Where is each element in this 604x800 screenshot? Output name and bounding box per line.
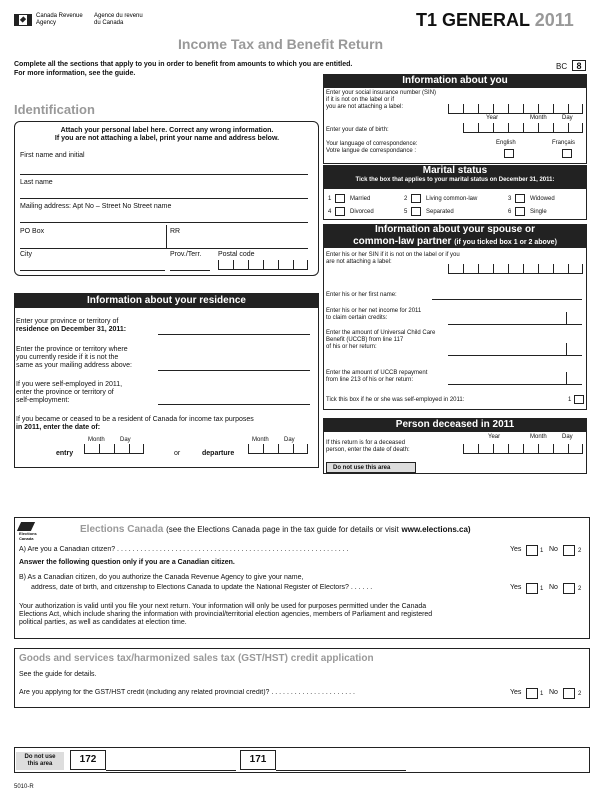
gst-no-num: 2 — [578, 691, 582, 697]
gst-no-label: No — [549, 689, 558, 696]
agency-name-en: Canada Revenue Agency — [36, 13, 83, 26]
elections-authorization-text: Your authorization is valid until you file your next return. Your information will only be used for purposes permitted under the Canada Elections Act, which include sharing the information with provincial/territorial election agencies, members of Parliament and registered political parties, as well as candidates at election time. — [19, 603, 433, 626]
qa-yes-checkbox[interactable] — [526, 545, 538, 556]
deceased-text: If this return is for a deceased person, enter the date of death: — [326, 440, 410, 453]
married-label: Married — [350, 196, 371, 202]
qa-no-num: 2 — [578, 548, 582, 554]
elections-question-b-1: B) As a Canadian citizen, do you authorize the Canada Revenue Agency to give your name, — [19, 574, 304, 581]
separated-label: Separated — [426, 209, 454, 215]
form-subtitle: Income Tax and Benefit Return — [178, 36, 384, 52]
widowed-label: Widowed — [530, 196, 555, 202]
sin-label: Enter your social insurance number (SIN) if it is not on the label or if you are not attaching a label: — [326, 90, 437, 110]
code-171: 171 — [240, 750, 276, 770]
common-law-checkbox[interactable] — [411, 194, 421, 203]
francais-label: Français — [552, 140, 576, 146]
deceased-heading: Person deceased in 2011 — [323, 418, 587, 432]
gst-yes-checkbox[interactable] — [526, 688, 538, 699]
current-province-field[interactable] — [158, 370, 310, 371]
gst-yes-label: Yes — [510, 689, 522, 696]
prov-field[interactable] — [170, 270, 210, 271]
qb-yes-checkbox[interactable] — [526, 583, 538, 594]
spouse-sin-field[interactable] — [448, 264, 583, 274]
entry-day-label: Day — [120, 437, 131, 443]
gst-yes-num: 1 — [540, 691, 544, 697]
entry-label: entry — [56, 450, 74, 457]
code-172: 172 — [70, 750, 106, 770]
widowed-checkbox[interactable] — [515, 194, 525, 203]
elections-question-b-2: address, date of birth, and citizenship to Elections Canada to update the National Register of Electors? . . . . . . — [31, 584, 373, 591]
spouse-first-name-field[interactable] — [432, 299, 582, 300]
language-label: Your language of correspondence: Votre langue de correspondance : — [326, 141, 418, 154]
prov-terr-label: Prov./Terr. — [170, 251, 202, 258]
divorced-label: Divorced — [350, 209, 374, 215]
residence-province-field[interactable] — [158, 334, 310, 335]
province-code: BC — [556, 62, 568, 71]
intro-text-2: For more information, see the guide. — [14, 70, 136, 77]
gst-title: Goods and services tax/harmonized sales tax (GST/HST) credit application — [19, 653, 374, 664]
marital-heading: Marital status Tick the box that applies to your marital status on December 31, 2011: — [323, 165, 587, 189]
postal-code-field[interactable] — [218, 260, 308, 270]
po-box-rr-field[interactable] — [20, 248, 308, 249]
spouse-uccb-repayment-field[interactable] — [448, 384, 582, 385]
entry-month-label: Month — [88, 437, 105, 443]
sin-field[interactable] — [448, 104, 583, 114]
last-name-label: Last name — [20, 179, 53, 186]
death-year-label: Year — [488, 434, 501, 440]
code-172-field — [106, 770, 236, 771]
intro-text-1: Complete all the sections that apply to you in order to benefit from amounts to which you are entitled. — [14, 61, 353, 68]
first-name-field[interactable] — [20, 174, 308, 175]
spouse-uccb-label: Enter the amount of Universal Child Care Benefit (UCCB) from line 117 of his or her return: — [326, 330, 436, 350]
postal-code-label: Postal code — [218, 251, 255, 258]
death-day-label: Day — [562, 434, 573, 440]
identification-heading: Identification — [14, 102, 95, 117]
spouse-net-income-field[interactable] — [448, 324, 582, 325]
death-month-label: Month — [530, 434, 547, 440]
canada-flag-icon — [14, 14, 32, 26]
departure-label: departure — [202, 450, 235, 457]
residence-q1: Enter your province or territory of residence on December 31, 2011: — [16, 318, 127, 333]
qb-yes-num: 1 — [540, 586, 544, 592]
dob-day-label: Day — [562, 115, 573, 121]
single-checkbox[interactable] — [515, 207, 525, 216]
qb-no-num: 2 — [578, 586, 582, 592]
residence-q3: If you were self-employed in 2011, enter the province or territory of self-employment: — [16, 381, 123, 404]
spouse-self-employed-num: 1 — [568, 397, 572, 403]
qa-yes-label: Yes — [510, 546, 522, 553]
marital-options: 1 Married 2 Living common-law 3 Widowed 4 Divorced 5 Separated 6 Single — [328, 196, 555, 215]
city-field[interactable] — [20, 270, 165, 271]
separated-checkbox[interactable] — [411, 207, 421, 216]
dob-label: Enter your date of birth: — [326, 127, 389, 133]
entry-date-field[interactable] — [84, 444, 144, 454]
spouse-heading: Information about your spouse or common-law partner (if you ticked box 1 or 2 above) — [323, 224, 587, 248]
elections-answer-note: Answer the following question only if you are a Canadian citizen. — [19, 559, 235, 566]
qa-yes-num: 1 — [540, 548, 544, 554]
self-employment-province-field[interactable] — [158, 404, 310, 405]
gst-no-checkbox[interactable] — [563, 688, 575, 699]
elections-canada-logo: Elections Canada — [19, 522, 45, 536]
english-checkbox[interactable] — [504, 149, 514, 158]
dob-field[interactable] — [463, 123, 583, 133]
form-code: 5010-R — [14, 784, 34, 790]
spouse-sin-label: Enter his or her SIN if it is not on the label or if you are not attaching a label: — [326, 252, 460, 265]
po-box-label: PO Box — [20, 228, 45, 235]
departure-day-label: Day — [284, 437, 295, 443]
death-date-field[interactable] — [463, 444, 583, 454]
dob-month-label: Month — [530, 115, 547, 121]
or-label: or — [174, 450, 181, 457]
attach-label-text: Attach your personal label here. Correct any wrong information. If you are not attaching a label, print your name and address below. — [54, 127, 280, 142]
spouse-self-employed-checkbox[interactable] — [574, 395, 584, 404]
page-number: 8 — [572, 60, 586, 71]
divorced-checkbox[interactable] — [335, 207, 345, 216]
spouse-uccb-field[interactable] — [448, 355, 582, 356]
english-label: English — [496, 140, 516, 146]
qb-no-checkbox[interactable] — [563, 583, 575, 594]
francais-checkbox[interactable] — [562, 149, 572, 158]
code-171-field — [276, 770, 406, 771]
dob-year-label: Year — [486, 115, 499, 121]
residence-q2: Enter the province or territory where you currently reside if it is not the same as your mailing address above: — [16, 346, 132, 369]
qb-no-label: No — [549, 584, 558, 591]
qa-no-checkbox[interactable] — [563, 545, 575, 556]
departure-date-field[interactable] — [248, 444, 308, 454]
gst-question: Are you applying for the GST/HST credit (including any related provincial credit)? . . . . . . . . . . . . . . . . . . . . . . — [19, 689, 356, 696]
common-law-label: Living common-law — [426, 196, 478, 202]
spouse-uccb-repayment-label: Enter the amount of UCCB repayment from line 213 of his or her return: — [326, 370, 428, 383]
mailing-address-field[interactable] — [20, 222, 308, 223]
qb-yes-label: Yes — [510, 584, 522, 591]
rr-label: RR — [170, 228, 181, 235]
spouse-first-name-label: Enter his or her first name: — [326, 292, 397, 298]
residence-q4: If you became or ceased to be a resident of Canada for income tax purposes in 2011, enter the date of: — [16, 416, 254, 431]
form-title: T1 GENERAL 2011 — [416, 10, 574, 30]
gst-see-guide: See the guide for details. — [19, 671, 97, 678]
first-name-label: First name and initial — [20, 152, 85, 159]
footer-do-not-use: Do not use this area — [16, 752, 64, 770]
about-you-heading: Information about you — [323, 74, 587, 88]
spouse-net-income-label: Enter his or her net income for 2011 to claim certain credits: — [326, 308, 422, 321]
residence-heading: Information about your residence — [14, 293, 319, 308]
married-checkbox[interactable] — [335, 194, 345, 203]
spouse-self-employed-label: Tick this box if he or she was self-employed in 2011: — [326, 397, 465, 403]
last-name-field[interactable] — [20, 198, 308, 199]
city-label: City — [20, 251, 33, 258]
agency-name-fr: Agence du revenu du Canada — [94, 13, 143, 26]
elections-title: Elections Canada (see the Elections Canada page in the tax guide for details or visit www.elections.ca) — [80, 524, 471, 535]
departure-month-label: Month — [252, 437, 269, 443]
single-label: Single — [530, 209, 547, 215]
qa-no-label: No — [549, 546, 558, 553]
elections-question-a: A) Are you a Canadian citizen? . . . . . . . . . . . . . . . . . . . . . . . . . . . . . . . . . . . . . . . . . . . . . . . . . . . . . . . . . . . . — [19, 546, 349, 553]
do-not-use-area: Do not use this area — [326, 462, 416, 473]
mailing-address-label: Mailing address: Apt No – Street No Street name — [20, 203, 172, 210]
